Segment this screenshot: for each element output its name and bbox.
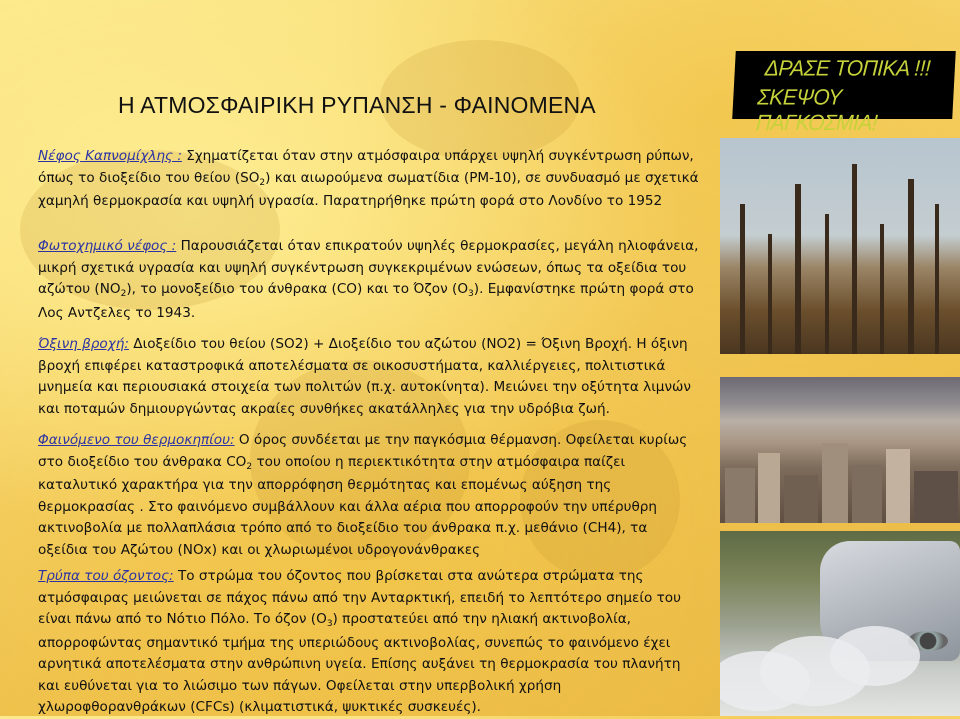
slogan-line-1: ΔΡΑΣΕ ΤΟΠΙΚΑ !!! xyxy=(764,56,931,81)
section-photochemical-text: ). Εμφανίστηκε πρώτη φορά στο Λος Αντζελες το 1943. xyxy=(38,281,694,321)
subscript: 2 xyxy=(120,289,127,299)
page-title: Η ΑΤΜΟΣΦΑΙΡΙΚΗ ΡΥΠΑΝΣΗ - ΦΑΙΝΟΜΕΝΑ xyxy=(118,92,596,118)
dead-forest-photo xyxy=(720,138,960,354)
section-acid-rain xyxy=(38,334,700,420)
section-greenhouse xyxy=(38,430,700,561)
section-acid-rain-heading: Όξινη βροχή: xyxy=(38,336,129,352)
section-ozone-hole-text: Το στρώμα του όζοντος που βρίσκεται στα ανώτερα στρώματα της ατμόσφαιρας μειώνεται σε πάχος πάνω από την Ανταρκτική, επειδή το λεπτότερο σημείο του είναι πάνω από το Νότιο Πόλο. Το όζον (O xyxy=(38,568,681,627)
subscript: 2 xyxy=(246,461,253,472)
section-photochemical-heading: Φωτοχημικό νέφος : xyxy=(38,238,177,254)
section-ozone-hole-text: ) προστατεύει από την ηλιακή ακτινοβολία, απορροφώντας σημαντικό τμήμα της υπεριώδους ακτινοβολίας, συνεπώς το φαινόμενο έχει αρνητικά αποτελέσματα στην ανθρώπινη υγεία. Επίσης αυξάνει τη θερμοκρασία του πλανήτη και ευθύνεται για το λιώσιμο των πάγων. Οφείλεται στην υπερβολική χρήση χλωροφθορανθράκων (CFCs) (κλιματιστικά, ψυκτικές συσκευές). xyxy=(38,611,681,715)
section-photochemical-text: Παρουσιάζεται όταν επικρατούν υψηλές θερμοκρασίες, μεγάλη ηλιοφάνεια, μικρή σχετικά υγρασία και υψηλή συγκέντρωση συγκεκριμένων ενώσεων, όπως τα οξείδια του αζώτου (NO xyxy=(38,238,699,297)
section-photochemical xyxy=(38,236,700,324)
subscript: 3 xyxy=(326,619,333,629)
section-smog xyxy=(38,146,700,213)
section-ozone-hole-heading: Τρύπα του όζοντος: xyxy=(38,568,174,584)
smog-city-photo xyxy=(720,377,960,523)
car-exhaust-photo xyxy=(720,531,960,716)
slogan-line-2: ΣΚΕΨΟΥ ΠΑΓΚΟΣΜΙΑ! xyxy=(755,85,878,136)
slogan-banner xyxy=(732,51,956,136)
section-smog-text: ) και αιωρούμενα σωματίδια (PM-10), σε συνδυασμό με σχετικά χαμηλή θερμοκρασία και υψηλή υγρασία. Παρατηρήθηκε πρώτη φορά στο Λονδίνο το 1952 xyxy=(38,169,699,209)
section-acid-rain-text: Διοξείδιο του θείου (SO2) + Διοξείδιο του αζώτου (NO2) = Όξινη Βροχή. Η όξινη βροχή επιφέρει καταστροφικά αποτελέσματα σε οικοσυστήματα, καλλιέργειες, πολιτιστικά μνημεία και περιουσιακά στοιχεία των πολιτών (π.χ. αυτοκίνητα). Μειώνει την οξύτητα λιμνών και ποταμών δημιουργώντας ακραίες συνθήκες ακατάλληλες για την υδρόβια ζωή. xyxy=(38,336,692,417)
section-photochemical-text: ), το μονοξείδιο του άνθρακα (CO) και το Όζον (O xyxy=(126,281,469,297)
section-smog-text: Σχηματίζεται όταν στην ατμόσφαιρα υπάρχει υψηλή συγκέντρωση ρύπων, όπως το διοξείδιο του θείου (SO xyxy=(38,148,694,186)
subscript: 3 xyxy=(468,289,474,299)
section-greenhouse-heading: Φαινόμενο του θερμοκηπίου: xyxy=(38,432,235,448)
section-greenhouse-text: Ο όρος συνδέεται με την παγκόσμια θέρμανση. Οφείλεται κυρίως στο διοξείδιο του άνθρακα CO xyxy=(38,432,688,470)
section-ozone-hole xyxy=(38,566,700,719)
subscript: 2 xyxy=(259,177,266,188)
section-greenhouse-text: του οποίου η περιεκτικότητα στην ατμόσφαιρα παίζει καταλυτικό χαρακτήρα για την απορρόφηση θερμότητας και επομένως αύξηση της θερμοκρασίας . Στο φαινόμενο συμβάλλουν και άλλα αέρια που απορροφούν την υπέρυθρη ακτινοβολία με πολλαπλάσια τρόπο από το διοξείδιο του άνθρακα π.χ. μεθάνιο (CH4), τα οξείδια του Αζώτου (NOx) και οι χλωριωμένοι υδρογονάνθρακες xyxy=(38,453,658,558)
section-smog-heading: Νέφος Καπνομίχλης : xyxy=(38,148,182,164)
